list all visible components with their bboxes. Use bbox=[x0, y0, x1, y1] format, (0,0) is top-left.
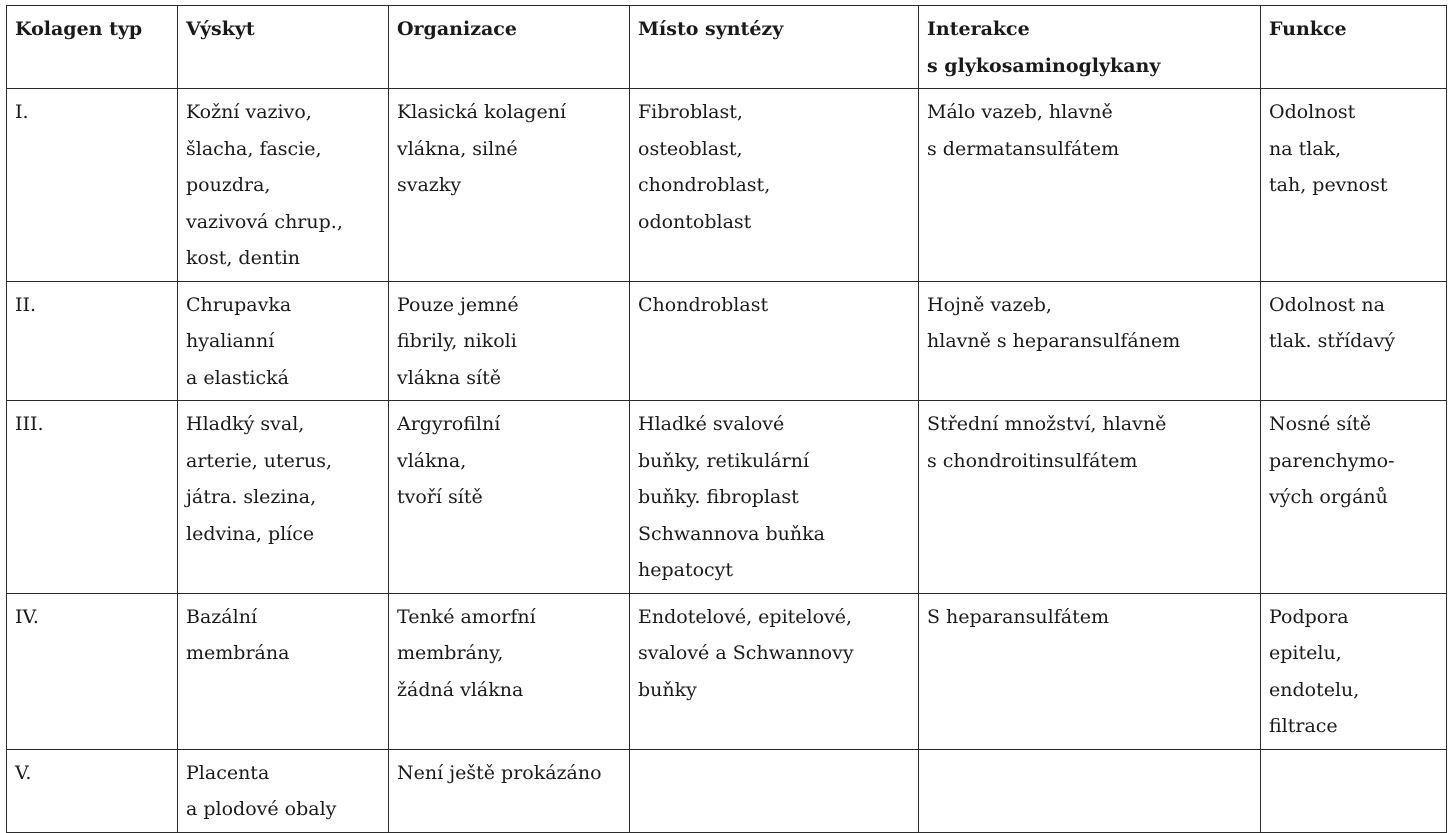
cell-synthesis-site bbox=[630, 749, 919, 832]
cell-type bbox=[7, 281, 178, 401]
header-line: Výskyt bbox=[186, 18, 255, 40]
cell-gag-interaction bbox=[919, 281, 1261, 401]
cell-line: Není ještě prokázáno bbox=[397, 761, 602, 784]
cell-line: šlacha, fascie, bbox=[186, 137, 322, 160]
cell-line: ledvina, plíce bbox=[186, 522, 315, 545]
header-line: s glykosaminoglykany bbox=[927, 54, 1161, 77]
cell-line: Hladké svalové bbox=[638, 413, 785, 435]
cell-line: buňky. fibroplast bbox=[638, 486, 799, 508]
cell-line: tlak. střídavý bbox=[1269, 330, 1396, 352]
cell-line: vlákna, bbox=[397, 449, 467, 472]
cell-function bbox=[1261, 749, 1447, 832]
cell-line: Klasická kolagení bbox=[397, 101, 567, 123]
cell-line: s chondroitinsulfátem bbox=[927, 449, 1138, 472]
header-function bbox=[1261, 6, 1447, 89]
table-row bbox=[7, 749, 1447, 832]
cell-line: fibrily, nikoli bbox=[397, 330, 517, 352]
cell-line: vlákna sítě bbox=[397, 366, 501, 389]
cell-organization bbox=[389, 401, 630, 594]
cell-line: Bazální bbox=[186, 605, 258, 628]
cell-line: Odolnost bbox=[1269, 101, 1356, 123]
table-row bbox=[7, 281, 1447, 401]
cell-line: svazky bbox=[397, 174, 462, 196]
cell-line: tvoří sítě bbox=[397, 486, 483, 508]
cell-line: žádná vlákna bbox=[397, 678, 524, 701]
cell-line: vých orgánů bbox=[1269, 486, 1388, 508]
cell-line: tah, pevnost bbox=[1269, 174, 1388, 196]
header-gag-interaction bbox=[919, 6, 1261, 89]
cell-line: membrána bbox=[186, 642, 290, 664]
cell-line: kost, dentin bbox=[186, 247, 301, 269]
cell-synthesis-site bbox=[630, 401, 919, 594]
cell-line: osteoblast, bbox=[638, 137, 743, 160]
cell-function bbox=[1261, 281, 1447, 401]
cell-gag-interaction bbox=[919, 401, 1261, 594]
cell-synthesis-site bbox=[630, 281, 919, 401]
cell-line: hyalianní bbox=[186, 330, 275, 352]
table-row bbox=[7, 593, 1447, 749]
header-occurrence bbox=[178, 6, 389, 89]
header-line: Interakce bbox=[927, 18, 1030, 40]
cell-line: membrány, bbox=[397, 642, 504, 664]
cell-line: Odolnost na bbox=[1269, 293, 1385, 316]
cell-function bbox=[1261, 89, 1447, 282]
table-row bbox=[7, 401, 1447, 594]
cell-line: endotelu, bbox=[1269, 678, 1360, 701]
cell-type bbox=[7, 401, 178, 594]
cell-line: Hladký sval, bbox=[186, 413, 305, 435]
cell-line: S heparansulfátem bbox=[927, 605, 1109, 628]
header-line: Místo syntézy bbox=[638, 18, 784, 40]
cell-line: vazivová chrup., bbox=[186, 210, 343, 233]
cell-line: Chondroblast bbox=[638, 293, 769, 316]
table-row bbox=[7, 89, 1447, 282]
cell-occurrence bbox=[178, 89, 389, 282]
cell-line: Fibroblast, bbox=[638, 101, 743, 123]
cell-organization bbox=[389, 593, 630, 749]
cell-line: arterie, uterus, bbox=[186, 449, 332, 472]
cell-line: buňky, retikulární bbox=[638, 449, 810, 472]
cell-occurrence bbox=[178, 593, 389, 749]
cell-gag-interaction bbox=[919, 89, 1261, 282]
cell-organization bbox=[389, 749, 630, 832]
cell-line: Schwannova buňka bbox=[638, 522, 825, 545]
cell-line: s dermatansulfátem bbox=[927, 137, 1120, 160]
cell-line: vlákna, silné bbox=[397, 137, 518, 160]
cell-line: Střední množství, hlavně bbox=[927, 413, 1167, 435]
cell-line: Nosné sítě bbox=[1269, 413, 1372, 435]
cell-line: chondroblast, bbox=[638, 174, 771, 196]
cell-function bbox=[1261, 401, 1447, 594]
cell-type bbox=[7, 593, 178, 749]
cell-line: Placenta bbox=[186, 761, 270, 784]
cell-occurrence bbox=[178, 281, 389, 401]
header-line: Kolagen typ bbox=[15, 18, 143, 40]
cell-line: Endotelové, epitelové, bbox=[638, 605, 853, 628]
header-line: Organizace bbox=[397, 18, 517, 40]
cell-synthesis-site bbox=[630, 593, 919, 749]
cell-line: a elastická bbox=[186, 366, 289, 389]
cell-line: I. bbox=[15, 101, 29, 123]
cell-type bbox=[7, 89, 178, 282]
cell-function bbox=[1261, 593, 1447, 749]
cell-line: Podpora bbox=[1269, 605, 1349, 628]
header-synthesis-site bbox=[630, 6, 919, 89]
cell-type bbox=[7, 749, 178, 832]
cell-line: filtrace bbox=[1269, 715, 1338, 737]
collagen-types-table bbox=[6, 5, 1447, 833]
cell-gag-interaction bbox=[919, 593, 1261, 749]
cell-line: Pouze jemné bbox=[397, 293, 519, 316]
cell-line: Tenké amorfní bbox=[397, 605, 536, 628]
cell-line: III. bbox=[15, 413, 44, 435]
cell-occurrence bbox=[178, 401, 389, 594]
cell-occurrence bbox=[178, 749, 389, 832]
cell-synthesis-site bbox=[630, 89, 919, 282]
cell-line: Málo vazeb, hlavně bbox=[927, 101, 1113, 123]
cell-line: a plodové obaly bbox=[186, 798, 337, 820]
cell-line: buňky bbox=[638, 678, 697, 701]
cell-line: odontoblast bbox=[638, 210, 752, 233]
header-line: Funkce bbox=[1269, 18, 1347, 40]
cell-line: IV. bbox=[15, 605, 39, 628]
cell-organization bbox=[389, 89, 630, 282]
cell-line: V. bbox=[15, 761, 32, 784]
cell-line: pouzdra, bbox=[186, 174, 271, 196]
cell-line: parenchymo- bbox=[1269, 449, 1395, 472]
cell-gag-interaction bbox=[919, 749, 1261, 832]
cell-line: Kožní vazivo, bbox=[186, 101, 312, 123]
header-organization bbox=[389, 6, 630, 89]
cell-line: Chrupavka bbox=[186, 293, 292, 316]
cell-line: hlavně s heparansulfánem bbox=[927, 330, 1181, 352]
cell-line: Argyrofilní bbox=[397, 413, 501, 435]
cell-line: játra. slezina, bbox=[186, 486, 317, 508]
cell-line: svalové a Schwannovy bbox=[638, 642, 854, 664]
table-body bbox=[7, 89, 1447, 833]
cell-organization bbox=[389, 281, 630, 401]
cell-line: hepatocyt bbox=[638, 559, 734, 581]
cell-line: II. bbox=[15, 293, 37, 316]
cell-line: na tlak, bbox=[1269, 137, 1342, 160]
cell-line: Hojně vazeb, bbox=[927, 293, 1052, 316]
header-row bbox=[7, 6, 1447, 89]
header-collagen-type bbox=[7, 6, 178, 89]
cell-line: epitelu, bbox=[1269, 642, 1342, 664]
